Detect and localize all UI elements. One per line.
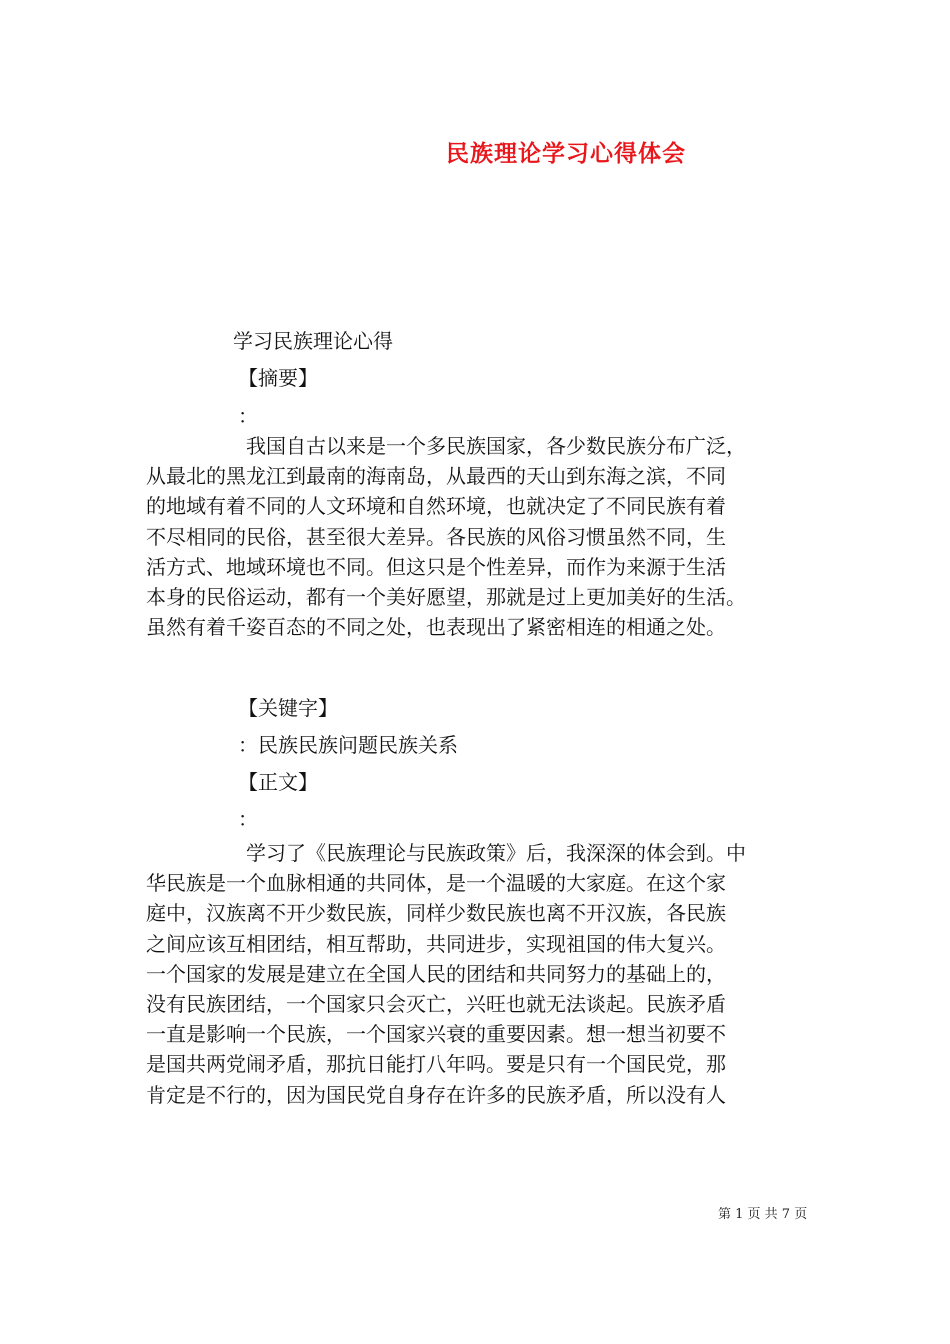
abstract-label: 【摘要】 (238, 366, 318, 390)
document-title: 民族理论学习心得体会 (446, 140, 686, 167)
abstract-line: 本身的民俗运动，都有一个美好愿望，那就是过上更加美好的生活。 (146, 584, 746, 609)
body-line: 华民族是一个血脉相通的共同体，是一个温暖的大家庭。在这个家 (146, 871, 726, 896)
abstract-line: 虽然有着千姿百态的不同之处，也表现出了紧密相连的相通之处。 (146, 615, 726, 640)
body-line: 庭中，汉族离不开少数民族，同样少数民族也离不开汉族，各民族 (146, 901, 726, 926)
abstract-line: 活方式、地域环境也不同。但这只是个性差异，而作为来源于生活 (146, 554, 726, 579)
body-line: 是国共两党闹矛盾，那抗日能打八年吗。要是只有一个国民党，那 (146, 1052, 726, 1077)
abstract-colon: ： (238, 404, 258, 428)
keywords-text: ：民族民族问题民族关系 (238, 733, 458, 757)
body-line: 之间应该互相团结，相互帮助，共同进步，实现祖国的伟大复兴。 (146, 931, 726, 956)
body-line: 一个国家的发展是建立在全国人民的团结和共同努力的基础上的， (146, 961, 726, 986)
abstract-line: 我国自古以来是一个多民族国家，各少数民族分布广泛， (246, 434, 746, 458)
abstract-line: 不尽相同的民俗，甚至很大差异。各民族的风俗习惯虽然不同，生 (146, 524, 726, 549)
body-line: 没有民族团结，一个国家只会灭亡，兴旺也就无法谈起。民族矛盾 (146, 991, 726, 1016)
abstract-paragraph (146, 431, 746, 642)
body-line: 学习了《民族理论与民族政策》后，我深深的体会到。中 (246, 841, 746, 865)
document-subtitle: 学习民族理论心得 (233, 329, 393, 353)
body-label: 【正文】 (238, 770, 318, 794)
body-paragraph (146, 838, 746, 1110)
page-number: 第 1 页 共 7 页 (718, 1207, 808, 1222)
body-colon: ： (238, 807, 258, 831)
abstract-line: 的地域有着不同的人文环境和自然环境，也就决定了不同民族有着 (146, 494, 726, 519)
body-line: 肯定是不行的，因为国民党自身存在许多的民族矛盾，所以没有人 (146, 1082, 726, 1107)
abstract-line: 从最北的黑龙江到最南的海南岛，从最西的天山到东海之滨，不同 (146, 464, 726, 489)
keywords-label: 【关键字】 (238, 696, 338, 720)
body-line: 一直是影响一个民族，一个国家兴衰的重要因素。想一想当初要不 (146, 1022, 726, 1047)
